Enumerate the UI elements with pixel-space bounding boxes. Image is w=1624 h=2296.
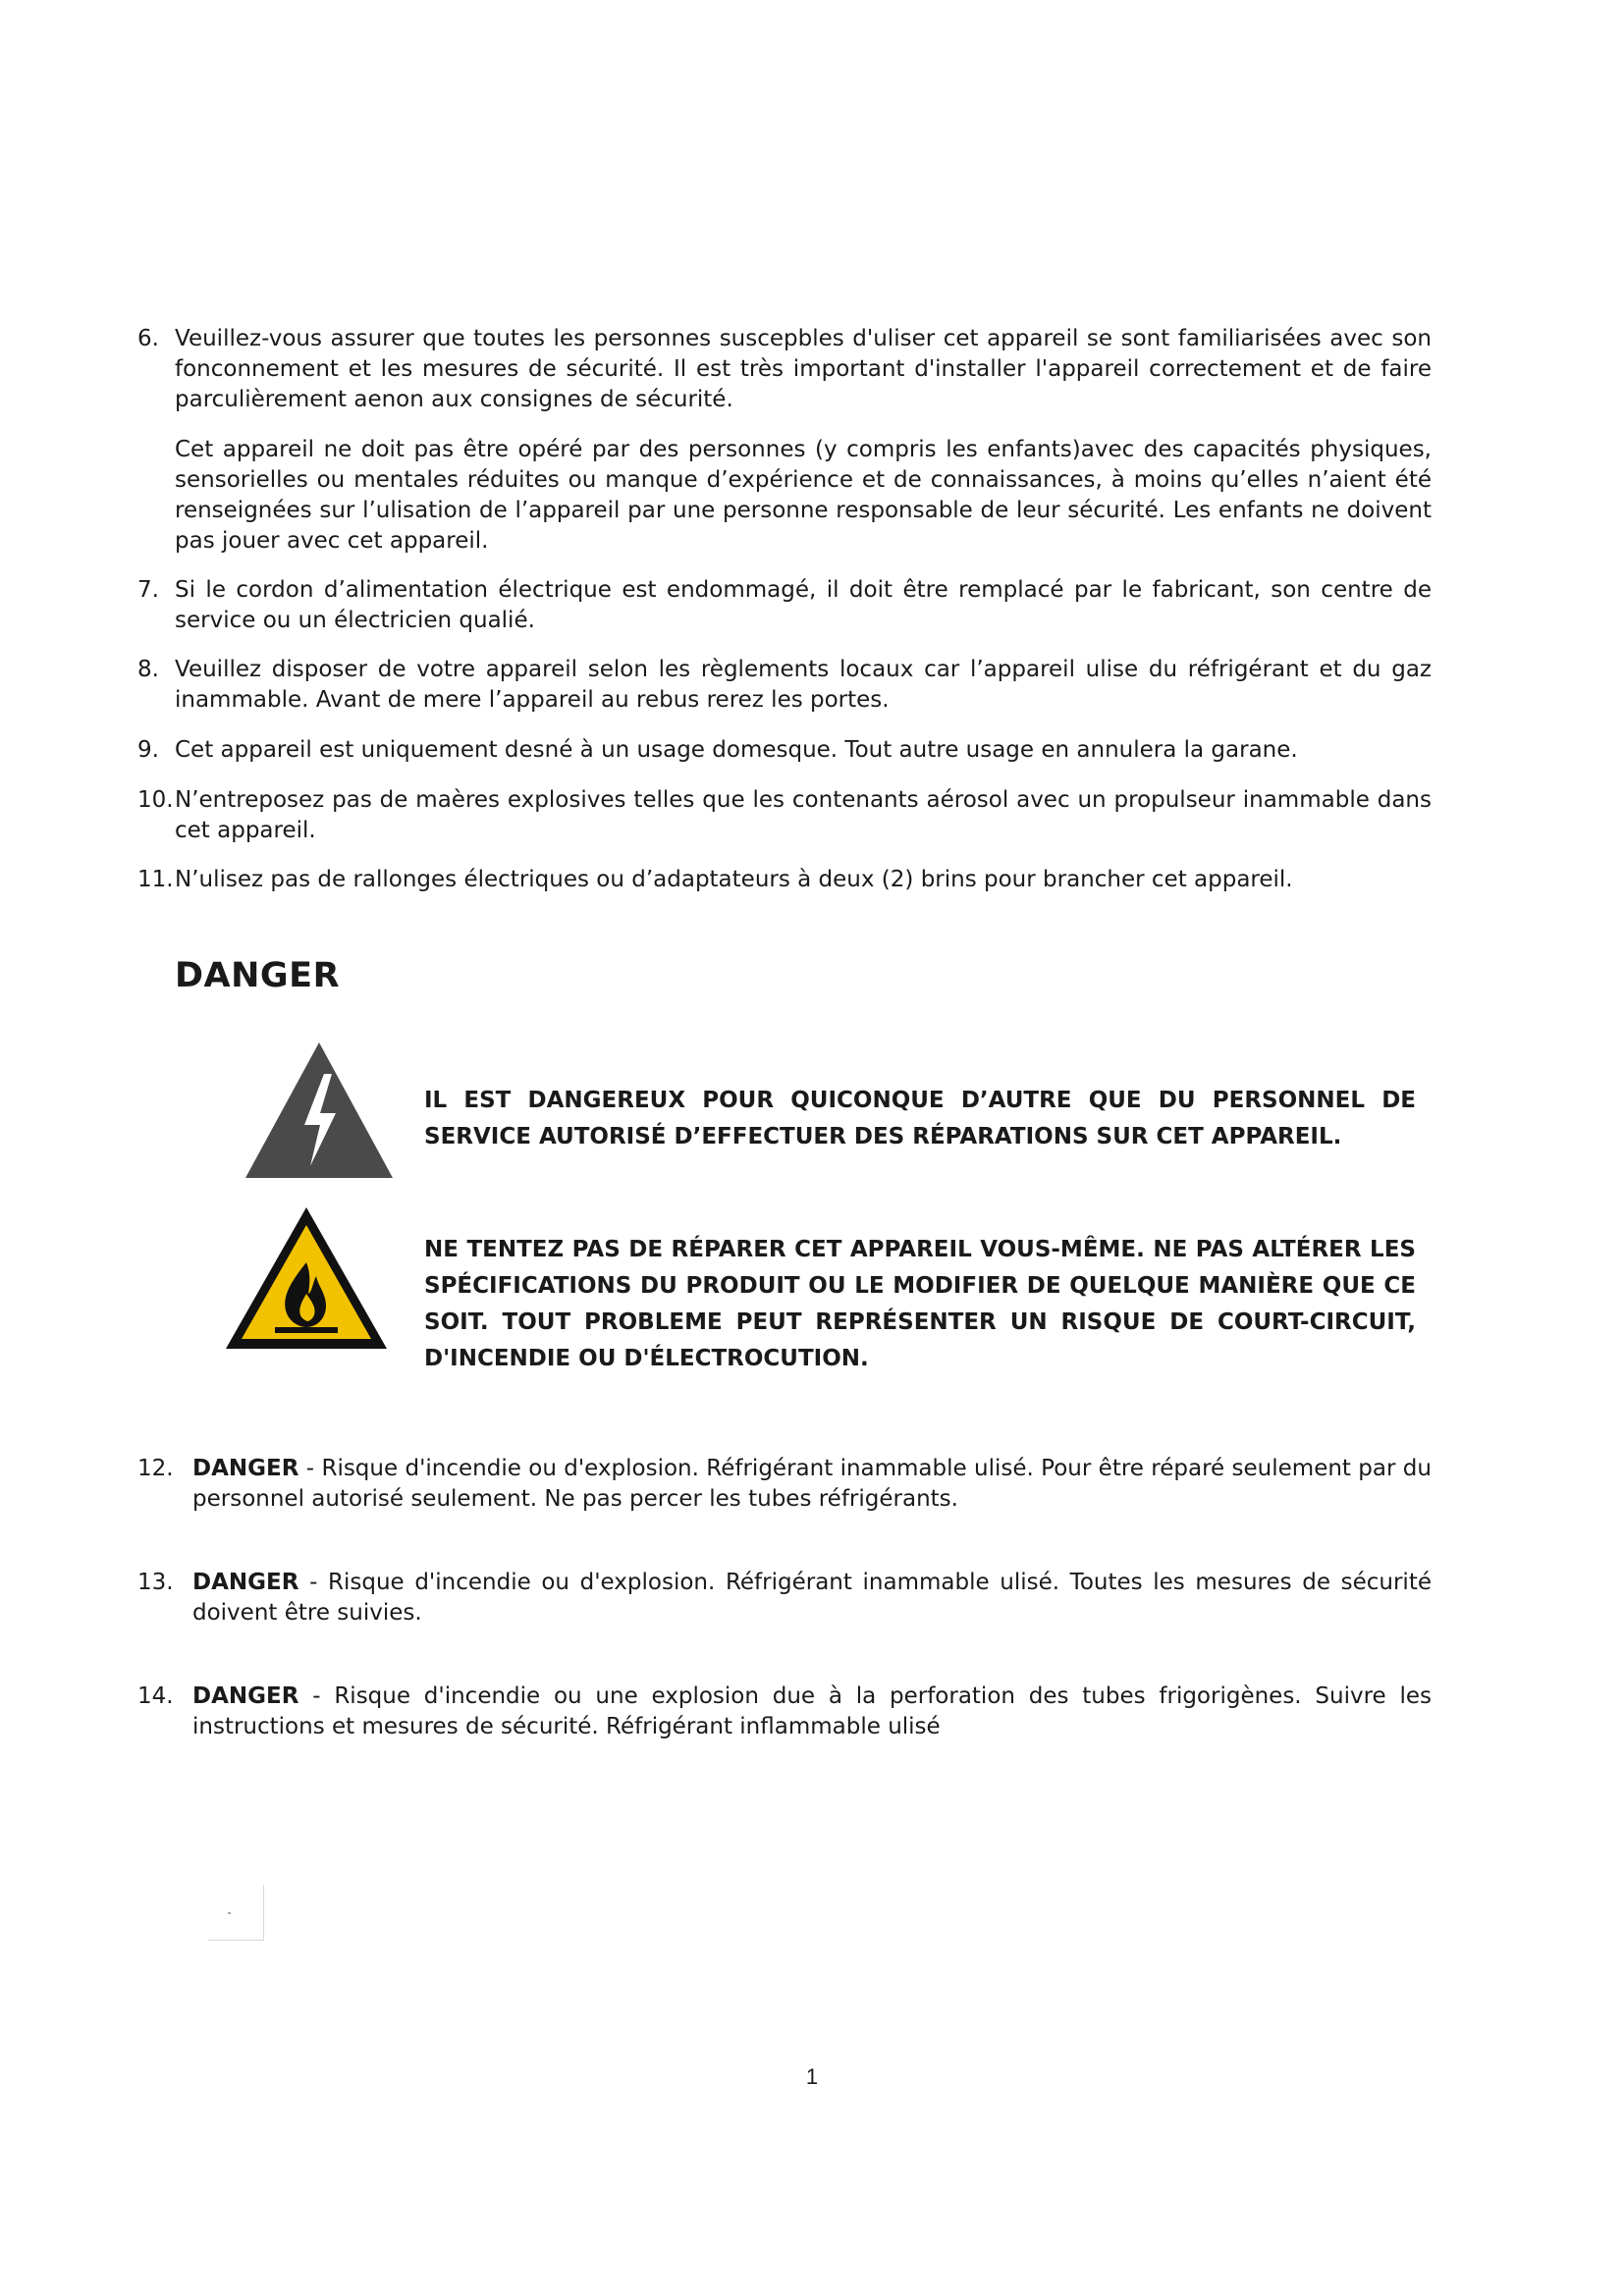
- item-text: Veuillez disposer de votre appareil selon les règlements locaux car l’appareil ulise du réfrigérant et du gaz inammable. Avant de mere l’appareil au rebus rerez les portes.: [175, 657, 1432, 713]
- item-number: 10.: [137, 787, 174, 813]
- list-item-7: [137, 575, 1432, 636]
- flammable-warning-icon: [222, 1203, 391, 1353]
- list-item-8: [137, 655, 1432, 716]
- electric-shock-warning-icon: [242, 1039, 397, 1182]
- danger-label: DANGER: [192, 1456, 299, 1481]
- list-item-13: [137, 1568, 1432, 1629]
- flammable-warning-text: NE TENTEZ PAS DE RÉPARER CET APPAREIL VOUS-MÊME. NE PAS ALTÉRER LES SPÉCIFICATIONS DU PRODUIT OU LE MODIFIER DE QUELQUE MANIÈRE QUE CE SOIT. TOUT PROBLEME PEUT REPRÉSENTER UN RISQUE DE COURT-CIRCUIT, D'INCENDIE OU D'ÉLECTROCUTION.: [424, 1237, 1416, 1371]
- item-text: [137, 1682, 1432, 1742]
- list-item-10: [137, 785, 1432, 846]
- item-text: [137, 1454, 1432, 1515]
- item-number: 11.: [137, 867, 174, 892]
- item-text: N’entreposez pas de maères explosives telles que les contenants aérosol avec un propulseur inammable dans cet appareil.: [175, 787, 1432, 843]
- danger-text: - Risque d'incendie ou d'explosion. Réfrigérant inammable ulisé. Toutes les mesures de sécurité doivent être suivies.: [192, 1570, 1432, 1626]
- page-number: 1: [805, 2064, 819, 2089]
- item-text: [137, 1568, 1432, 1629]
- item-text: Cet appareil est uniquement desné à un usage domesque. Tout autre usage en annulera la garane.: [175, 737, 1298, 763]
- shock-warning-text: IL EST DANGEREUX POUR QUICONQUE D’AUTRE QUE DU PERSONNEL DE SERVICE AUTORISÉ D’EFFECTUER DES RÉPARATIONS SUR CET APPAREIL.: [424, 1088, 1416, 1149]
- item-text: Veuillez-vous assurer que toutes les personnes suscepbles d'uliser cet appareil se sont familiarisées avec son fonconnement et les mesures de sécurité. Il est très important d'installer l'appareil correctement et de faire parculièrement aenon aux consignes de sécurité.: [175, 326, 1432, 412]
- item-number: 6.: [137, 326, 159, 351]
- danger-text: - Risque d'incendie ou une explosion due à la perforation des tubes frigorigènes. Suivre les instructions et mesures de sécurité. Réfrigérant inflammable ulisé: [192, 1683, 1432, 1739]
- faint-image-placeholder: [208, 1885, 264, 1941]
- item-text: Si le cordon d’alimentation électrique est endommagé, il doit être remplacé par le fabricant, son centre de service ou un électricien qualié.: [175, 577, 1432, 633]
- danger-label: DANGER: [192, 1570, 299, 1595]
- item-text: N’ulisez pas de rallonges électriques ou d’adaptateurs à deux (2) brins pour brancher cet appareil.: [175, 867, 1293, 892]
- list-item-11: [137, 865, 1432, 895]
- item-number: 12.: [137, 1456, 174, 1481]
- danger-heading: DANGER: [175, 956, 341, 995]
- item-6-note: Cet appareil ne doit pas être opéré par des personnes (y compris les enfants)avec des capacités physiques, sensorielles ou mentales réduites ou manque d’expérience et de connaissances, à moins qu’elles n’aient été renseignées sur l’ulisation de l’appareil par une personne responsable de leur sécurité. Les enfants ne doivent pas jouer avec cet appareil.: [175, 437, 1432, 554]
- item-number: 7.: [137, 577, 159, 603]
- item-number: 14.: [137, 1683, 174, 1709]
- danger-label: DANGER: [192, 1683, 299, 1709]
- item-number: 13.: [137, 1570, 174, 1595]
- list-item-6: [137, 324, 1432, 415]
- danger-text: - Risque d'incendie ou d'explosion. Réfrigérant inammable ulisé. Pour être réparé seulement par du personnel autorisé seulement. Ne pas percer les tubes réfrigérants.: [192, 1456, 1432, 1512]
- faint-dot: [228, 1912, 231, 1914]
- list-item-14: [137, 1682, 1432, 1742]
- item-number: 9.: [137, 737, 159, 763]
- list-item-12: [137, 1454, 1432, 1515]
- item-number: 8.: [137, 657, 159, 682]
- list-item-9: [137, 735, 1432, 766]
